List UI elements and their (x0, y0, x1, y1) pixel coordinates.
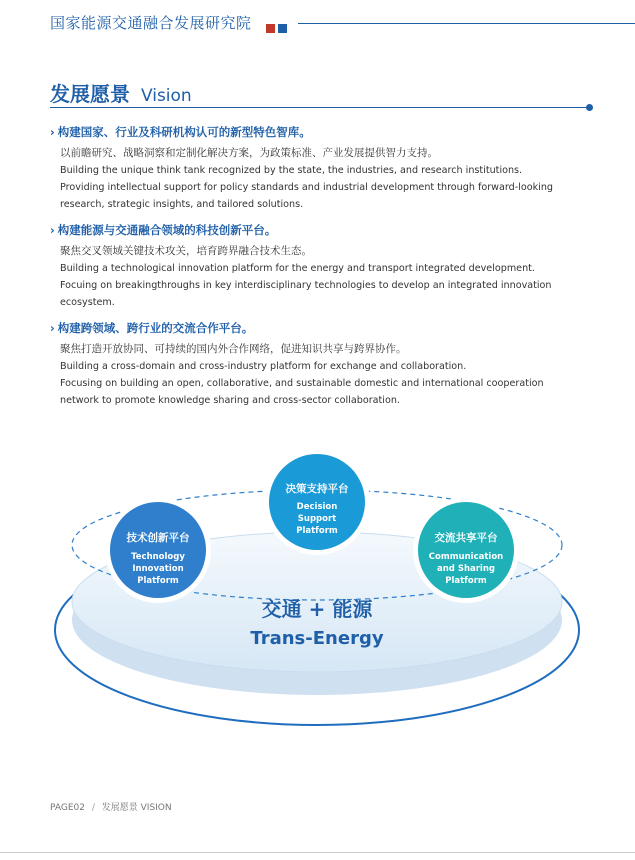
vision-item-1 (50, 124, 590, 213)
chevron-right-icon: › (50, 223, 55, 237)
header-squares (266, 18, 290, 37)
vision-item-heading: › 构建国家、行业及科研机构认可的新型特色智库。 (50, 125, 311, 139)
svg-text:and Sharing: and Sharing (437, 564, 495, 574)
svg-text:Innovation: Innovation (132, 564, 184, 574)
svg-text:Decision: Decision (296, 502, 338, 512)
body-line: Focusing on building an open, collaborative, and sustainable domestic and international cooperation (60, 378, 544, 389)
page-number: PAGE02 (50, 803, 85, 813)
section-rule (50, 107, 588, 108)
body-line: 聚焦交叉领域关键技术攻关，培育跨界融合技术生态。 (60, 245, 312, 257)
vision-item-body (50, 243, 590, 311)
center-title-zh: 交通 + 能源 (261, 597, 373, 621)
svg-text:Technology: Technology (131, 552, 185, 562)
section-rule-dot (586, 104, 593, 111)
svg-text:决策支持平台: 决策支持平台 (285, 483, 349, 495)
chevron-right-icon: › (50, 125, 55, 139)
body-line: network to promote knowledge sharing and cross-sector collaboration. (60, 395, 400, 406)
section-title (50, 78, 192, 107)
svg-text:技术创新平台: 技术创新平台 (126, 532, 190, 544)
body-line: Focuing on breakingthroughs in key interdisciplinary technologies to develop an integrated innovation (60, 280, 552, 291)
svg-text:Platform: Platform (445, 576, 487, 586)
body-line: Building a cross-domain and cross-industry platform for exchange and collaboration. (60, 361, 467, 372)
blue-square-icon (278, 24, 287, 33)
chevron-right-icon: › (50, 321, 55, 335)
page-footer (50, 800, 172, 813)
svg-text:Support: Support (297, 514, 337, 524)
svg-text:Platform: Platform (296, 526, 338, 536)
section-title-en: Vision (140, 86, 192, 106)
footer-separator: / (91, 803, 95, 813)
trans-energy-diagram (0, 430, 635, 730)
header-rule (298, 23, 635, 24)
header-title: 国家能源交通融合发展研究院 (50, 14, 252, 32)
vision-item-heading: › 构建能源与交通融合领域的科技创新平台。 (50, 223, 277, 237)
platform-technology-innovation (105, 497, 211, 603)
body-line: 以前瞻研究、战略洞察和定制化解决方案，为政策标准、产业发展提供智力支持。 (60, 147, 438, 159)
body-line: research, strategic insights, and tailored solutions. (60, 199, 304, 210)
section-title-zh: 发展愿景 (50, 82, 130, 106)
red-square-icon (266, 24, 275, 33)
svg-text:Communication: Communication (428, 552, 504, 562)
vision-item-body (50, 145, 590, 213)
vision-item-2 (50, 222, 590, 311)
vision-item-body (50, 341, 590, 409)
body-line: 聚焦打造开放协同、可持续的国内外合作网络，促进知识共享与跨界协作。 (60, 343, 407, 355)
platform-decision-support (264, 449, 370, 555)
body-line: Building a technological innovation platform for the energy and transport integrated development. (60, 263, 535, 274)
body-line: Providing intellectual support for policy standards and industrial development through forward-looking (60, 182, 554, 193)
center-title-en: Trans-Energy (250, 628, 384, 649)
vision-item-heading: › 构建跨领域、跨行业的交流合作平台。 (50, 321, 254, 335)
bottom-rule (0, 852, 635, 853)
svg-text:Platform: Platform (137, 576, 179, 586)
body-line: ecosystem. (60, 297, 115, 308)
svg-text:交流共享平台: 交流共享平台 (434, 532, 498, 544)
platform-communication-sharing (413, 497, 519, 603)
footer-label: 发展愿景 VISION (101, 803, 172, 813)
vision-item-3 (50, 320, 590, 409)
body-line: Building the unique think tank recognized by the state, the industries, and research institutions. (60, 165, 523, 176)
